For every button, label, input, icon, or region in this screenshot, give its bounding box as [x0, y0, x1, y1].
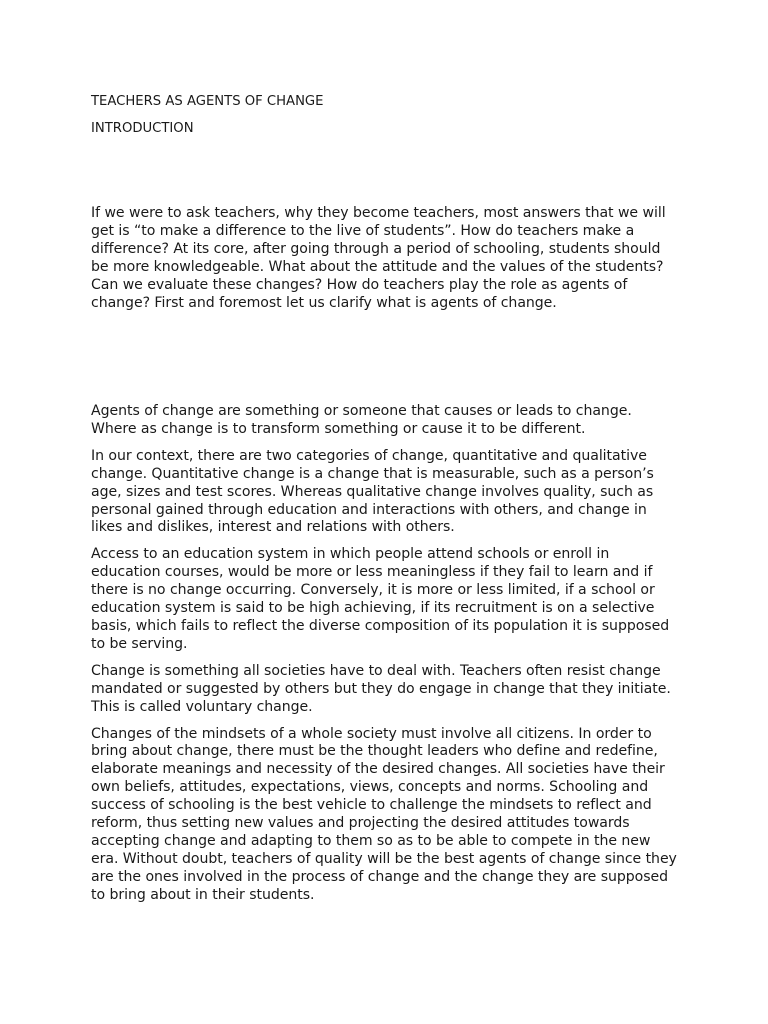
body-paragraph-categories-of-change: In our context, there are two categories of change, quantitative and qualitative change. Quantitative change is a change that is measurable, such as a person’s age, sizes and test scores. Whereas qualitative change involves quality, such as personal gained through education and interactions with others, and change in likes and dislikes, interest and relations with others.: [91, 447, 654, 536]
body-paragraph-education-access: Access to an education system in which people attend schools or enroll in education courses, would be more or less meaningless if they fail to learn and if there is no change occurring. Conversely, it is more or less limited, if a school or education system is said to be high achieving, if its recruitment is on a selective basis, which fails to reflect the diverse composition of its population it is supposed to be serving.: [91, 546, 670, 652]
body-paragraph-mindsets: Changes of the mindsets of a whole society must involve all citizens. In order to bring about change, there must be the thought leaders who define and redefine, elaborate meanings and necessity of the desired changes. All societies have their own beliefs, attitudes, expectations, views, concepts and norms. Schooling and success of schooling is the best vehicle to challenge the mindsets to reflect and reform, thus setting new values and projecting the desired attitudes towards accepting change and adapting to them so as to be able to compete in the new era. Without doubt, teachers of quality will be the best agents of change since they are the ones involved in the process of change and the change they are supposed to bring about in their students.: [91, 725, 677, 903]
intro-paragraph: If we were to ask teachers, why they become teachers, most answers that we will get is “to make a difference to the live of students”. How do teachers make a difference? At its core, after going through a period of schooling, students should be more knowledgeable. What about the attitude and the values of the students? Can we evaluate these changes? How do teachers play the role as agents of change? First and foremost let us clarify what is agents of change.: [91, 205, 666, 311]
body-paragraph-voluntary-change: Change is something all societies have to deal with. Teachers often resist change mandated or suggested by others but they do engage in change that they initiate. This is called voluntary change.: [91, 662, 671, 715]
document-title: TEACHERS AS AGENTS OF CHANGE: [91, 94, 324, 109]
intro-section: [91, 205, 681, 321]
section-heading: INTRODUCTION: [91, 121, 194, 136]
body-paragraph-agents-of-change: Agents of change are something or someone that causes or leads to change. Where as change is to transform something or cause it to be different.: [91, 403, 632, 437]
body-section: [91, 403, 681, 914]
